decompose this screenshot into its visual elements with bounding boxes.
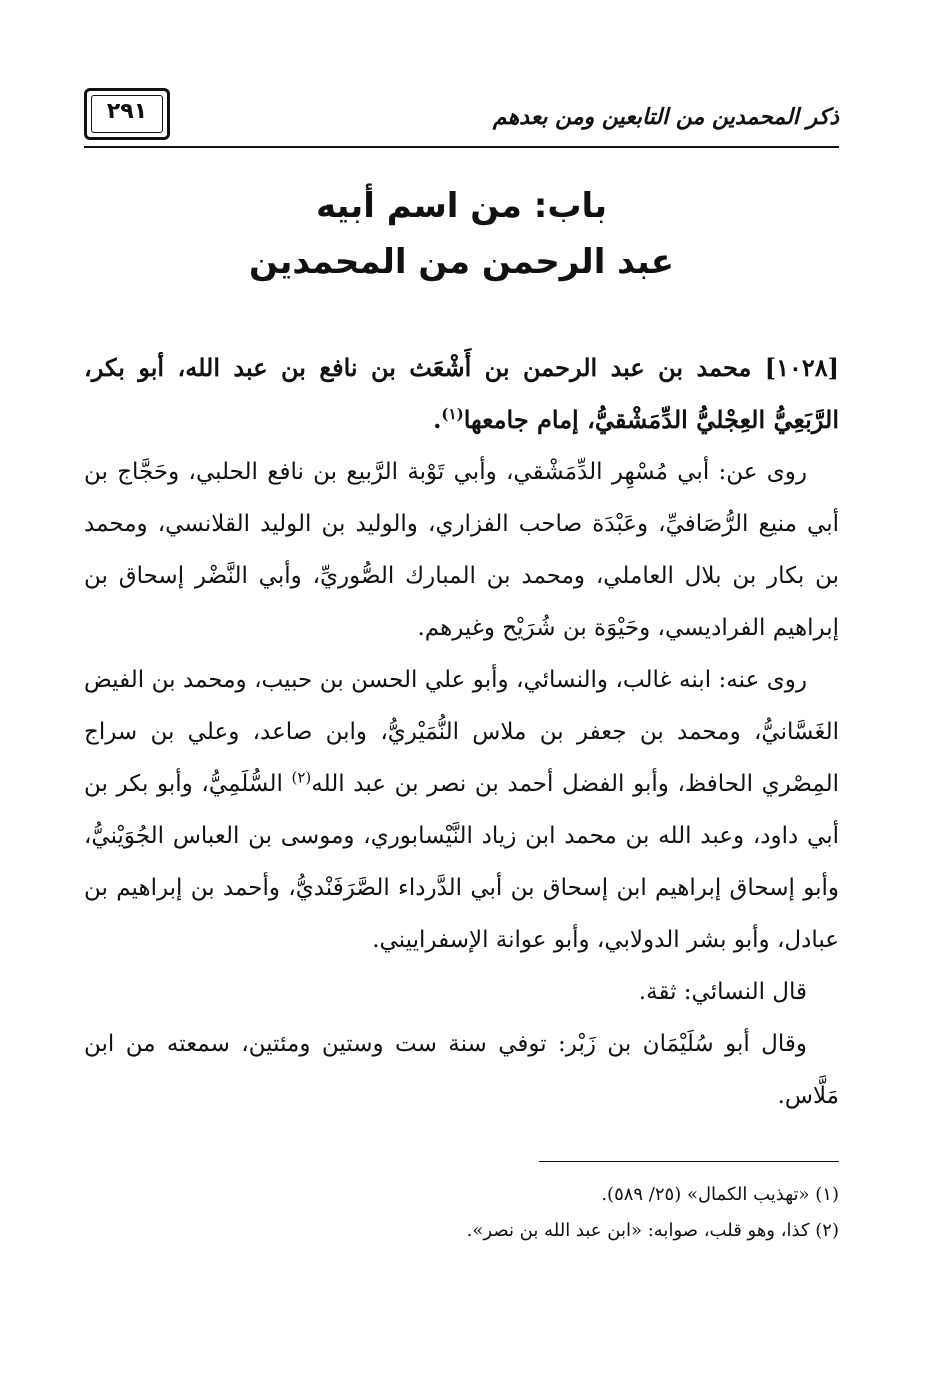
entry-heading-end: . <box>433 405 442 434</box>
narrated-by-text-a: روى عنه: ابنه غالب، والنسائي، وأبو علي الحسن بن حبيب، ومحمد بن الفيض الغَسَّانيُّ، ومحمد بن جعفر بن ملاس النُّمَيْريُّ، وابن صاعد، وعلي بن سراج المِصْري الحافظ، وأبو الفضل أحمد بن نصر بن عبد الله <box>84 667 839 797</box>
header-rule <box>84 146 839 148</box>
chapter-title-line-1: باب: من اسم أبيه <box>315 186 608 226</box>
narrated-by-text-b: السُّلَمِيُّ، وأبو بكر بن أبي داود، وعبد الله بن محمد ابن زياد النَّيْسابوري، وموسى بن العباس الجُوَيْنيُّ، وأبو إسحاق إبراهيم ابن إسحاق بن أبي الدَّرداء الصَّرَفَنْديُّ، وأحمد بن إبراهيم بن عبادل، وأبو بشر الدولابي، وأبو عوانة الإسفراييني. <box>84 771 839 953</box>
narrated-by-paragraph <box>84 654 839 966</box>
running-head: ذكر المحمدين من التابعين ومن بعدهم <box>492 105 839 130</box>
footnote-ref-2: (٢) <box>291 768 312 787</box>
chapter-title <box>84 178 839 290</box>
chapter-title-line-2: عبد الرحمن من المحمدين <box>249 242 674 282</box>
nasai-statement: قال النسائي: ثقة. <box>638 979 807 1005</box>
footnotes <box>84 1177 839 1249</box>
entry-heading-text: [١٠٢٨] محمد بن عبد الرحمن بن أَشْعَث بن نافع بن عبد الله، أبو بكر، الرَّبَعِيُّ العِجْليُّ الدِّمَشْقيُّ، إمام جامعها <box>84 353 839 434</box>
entry-heading <box>84 342 839 446</box>
narrated-from-paragraph: روى عن: أبي مُسْهِر الدِّمَشْقي، وأبي تَوْبة الرَّبيع بن نافع الحلبي، وحَجَّاج بن أبي منيع الرُّصَافيِّ، وعَبْدَة صاحب الفزاري، والوليد بن الوليد القلانسي، ومحمد بن بكار بن بلال العاملي، ومحمد بن المبارك الصُّوريِّ، وأبي النَّضْر إسحاق بن إبراهيم الفراديسي، وحَيْوَة بن شُرَيْح وغيرهم. <box>84 459 839 641</box>
footnote-2: (٢) كذا، وهو قلب، صوابه: «ابن عبد الله بن نصر». <box>466 1220 839 1241</box>
page-number-frame <box>84 88 170 140</box>
entry-body <box>84 342 839 1122</box>
death-statement: وقال أبو سُلَيْمَان بن زَبْر: توفي سنة ست وستين ومئتين، سمعته من ابن مَلَّاس. <box>84 1031 839 1109</box>
page-number: ٢٩١ <box>106 99 148 124</box>
footnote-ref-1: (١) <box>441 405 464 423</box>
footnote-rule <box>539 1161 839 1162</box>
footnote-1: (١) «تهذيب الكمال» (٢٥/ ٥٨٩). <box>601 1184 839 1205</box>
